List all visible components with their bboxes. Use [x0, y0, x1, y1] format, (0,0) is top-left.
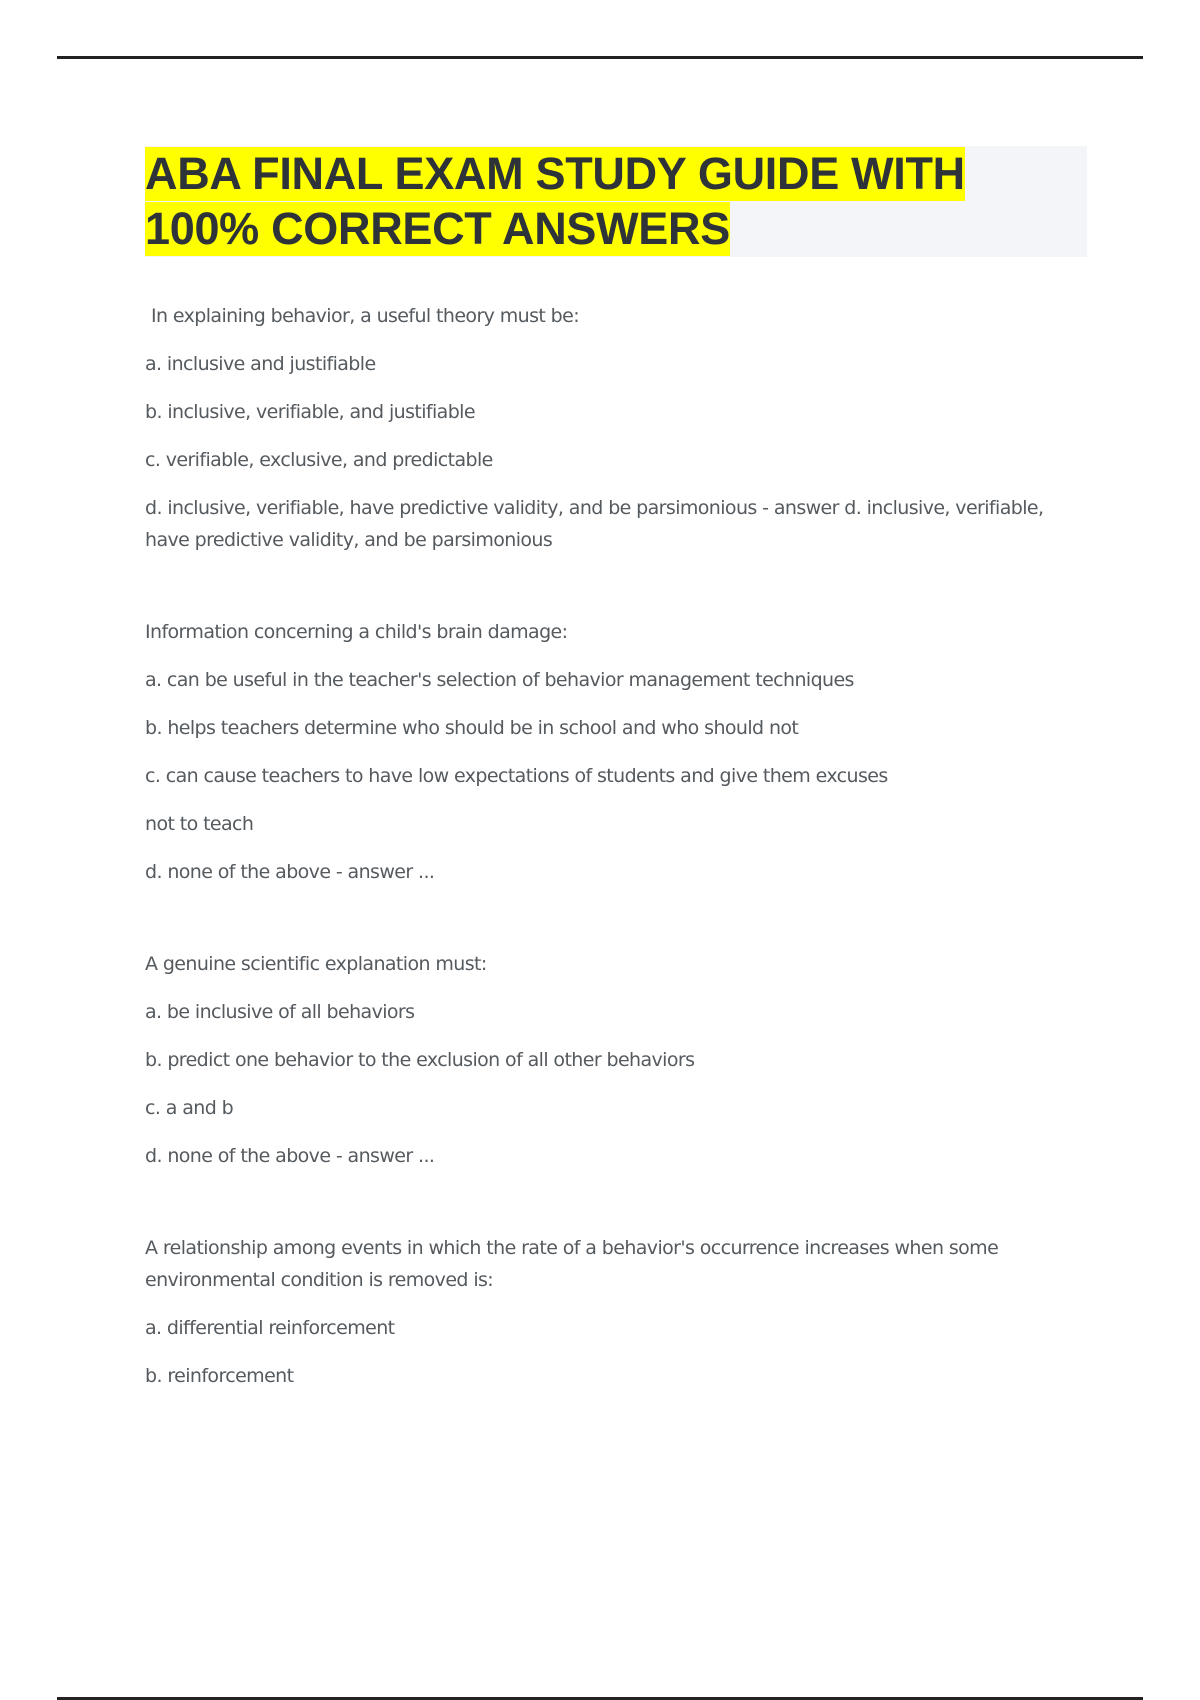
answer-option-a: a. be inclusive of all behaviors	[145, 1001, 415, 1023]
answer-option-d: d. none of the above - answer ...	[145, 1145, 435, 1167]
top-rule	[57, 56, 1143, 59]
answer-option-a: a. can be useful in the teacher's selection of behavior management techniques	[145, 669, 854, 691]
answer-option-b: b. inclusive, verifiable, and justifiable	[145, 401, 475, 423]
document-title	[145, 146, 1087, 256]
question-2	[145, 616, 1090, 888]
title-line-2: 100% CORRECT ANSWERS	[145, 203, 730, 254]
answer-option-d: d. inclusive, verifiable, have predictive validity, and be parsimonious - answer d. inclusive, verifiable, have predictive validity, and be parsimonious	[145, 497, 1044, 551]
question-prompt: A relationship among events in which the rate of a behavior's occurrence increases when some environmental condition is removed is:	[145, 1237, 999, 1291]
answer-option-b: b. helps teachers determine who should be in school and who should not	[145, 717, 799, 739]
answer-option-c: c. a and b	[145, 1097, 234, 1119]
question-3	[145, 948, 1090, 1172]
answer-option-a: a. inclusive and justifiable	[145, 353, 376, 375]
question-prompt: Information concerning a child's brain damage:	[145, 621, 568, 643]
answer-option-c: c. verifiable, exclusive, and predictable	[145, 449, 493, 471]
question-1	[145, 300, 1090, 556]
answer-option-b: b. predict one behavior to the exclusion of all other behaviors	[145, 1049, 695, 1071]
question-prompt: A genuine scientific explanation must:	[145, 953, 487, 975]
title-line-1: ABA FINAL EXAM STUDY GUIDE WITH	[145, 148, 965, 199]
title-box	[145, 146, 1087, 257]
answer-option-d: d. none of the above - answer ...	[145, 861, 435, 883]
answer-option-c-continued: not to teach	[145, 813, 254, 835]
question-4	[145, 1232, 1090, 1392]
question-prompt: In explaining behavior, a useful theory must be:	[151, 305, 580, 327]
answer-option-b: b. reinforcement	[145, 1365, 294, 1387]
question-list	[145, 300, 1090, 1452]
answer-option-c: c. can cause teachers to have low expectations of students and give them excuses	[145, 765, 888, 787]
answer-option-a: a. differential reinforcement	[145, 1317, 395, 1339]
